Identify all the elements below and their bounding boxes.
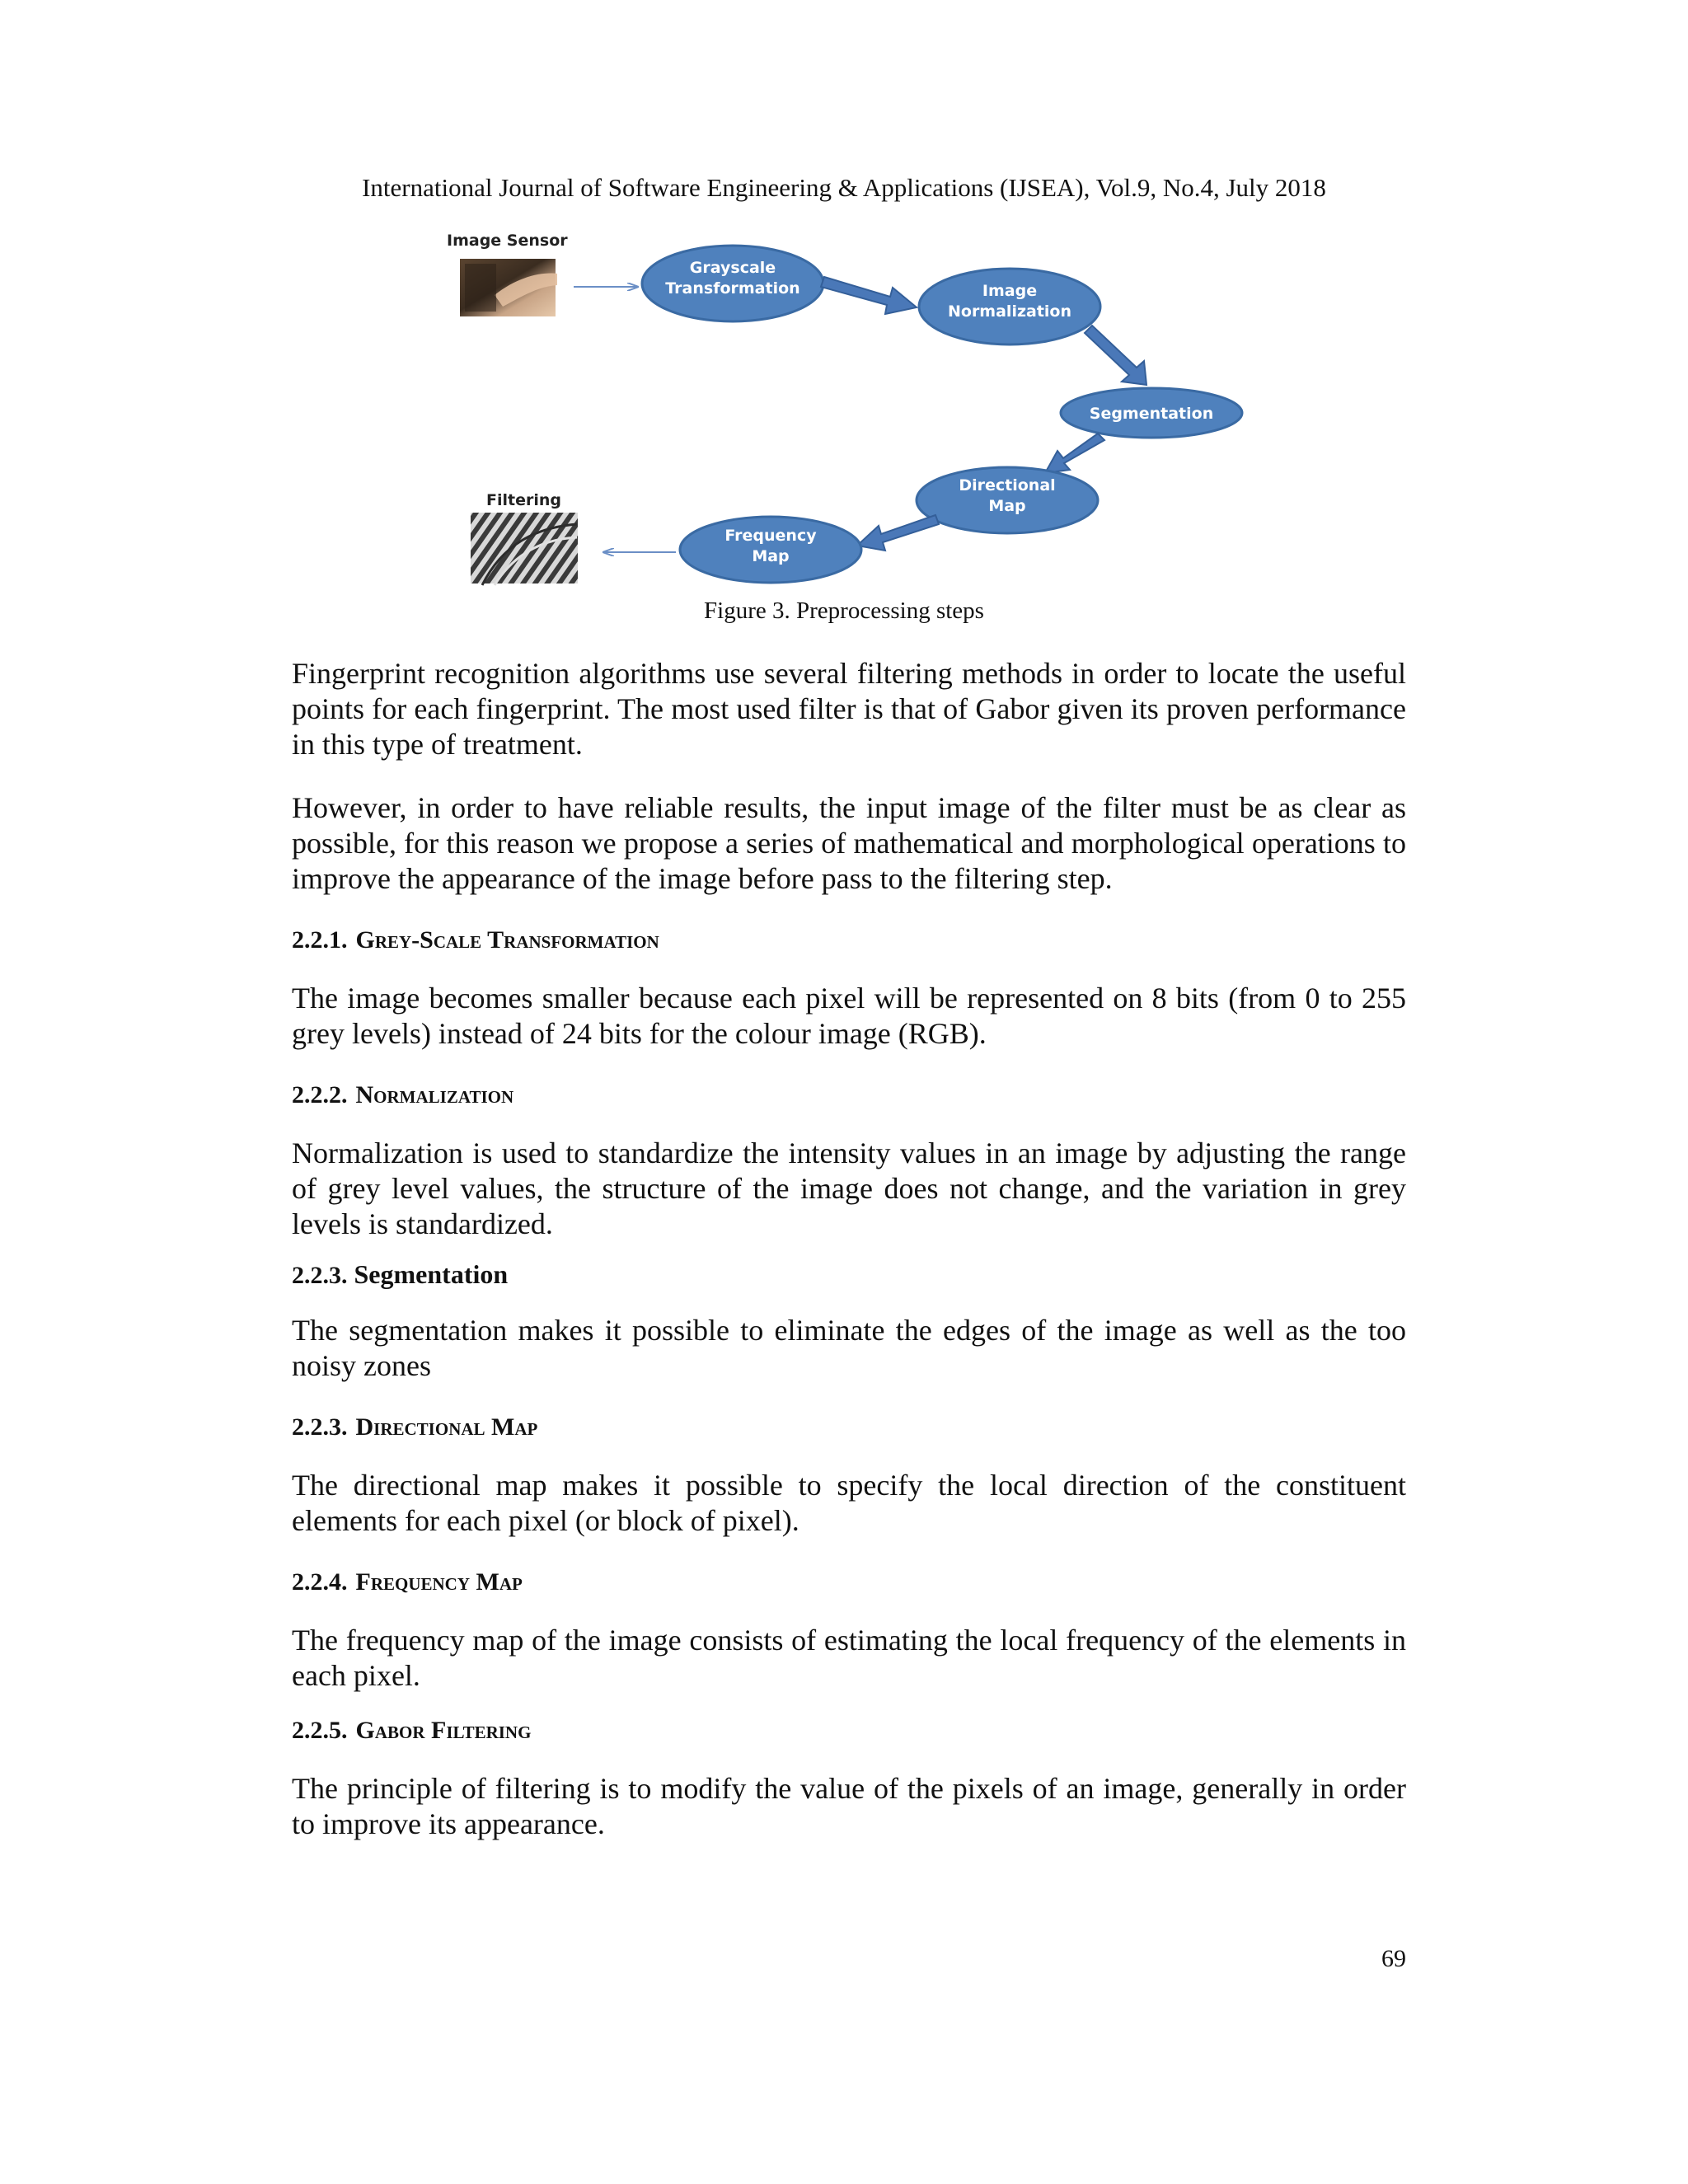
page-number: 69 — [1381, 1945, 1406, 1972]
figure-caption: Figure 3. Preprocessing steps — [704, 598, 984, 624]
section-heading-2-2-2 — [292, 1080, 1406, 1111]
section-number: 2.2.3. — [292, 1413, 348, 1441]
svg-text:Map: Map — [752, 547, 790, 565]
paragraph-1: Fingerprint recognition algorithms use several filtering methods in order to locate the useful points for each fingerprint. The most used filter is that of Gabor given its proven performance in this type of treatment. — [292, 657, 1406, 761]
section-heading-2-2-3-segmentation — [292, 1258, 1406, 1291]
sensor-photo — [460, 259, 557, 316]
paragraph-7: The frequency map of the image consists of estimating the local frequency of the elements in each pixel. — [292, 1624, 1406, 1692]
paragraph-6: The directional map makes it possible to specify the local direction of the constituent elements for each pixel (or block of pixel). — [292, 1469, 1406, 1537]
section-heading-2-2-1 — [292, 925, 1406, 956]
svg-text:Transformation: Transformation — [665, 279, 800, 298]
svg-text:Map: Map — [988, 497, 1026, 515]
section-number: 2.2.2. — [292, 1081, 348, 1108]
svg-text:Normalization: Normalization — [947, 302, 1072, 321]
body-text — [292, 656, 1406, 1870]
paragraph-8: The principle of filtering is to modify the value of the pixels of an image, generally in order to improve its appearance. — [292, 1772, 1406, 1840]
section-number: 2.2.4. — [292, 1568, 348, 1596]
paragraph-2: However, in order to have reliable results, the input image of the filter must be as clear as possible, for this reason we propose a series of mathematical and morphological operations to improve the appearance of the image before pass to the filtering step. — [292, 791, 1406, 895]
section-heading-2-2-4 — [292, 1567, 1406, 1598]
node-grayscale-transformation — [642, 246, 823, 321]
paragraph-3: The image becomes smaller because each pixel will be represented on 8 bits (from 0 to 255 grey levels) instead of 24 bits for the colour image (RGB). — [292, 982, 1406, 1050]
section-title: Normalization — [355, 1081, 514, 1108]
section-heading-2-2-5 — [292, 1715, 1406, 1746]
flow-arrow-2 — [1085, 326, 1146, 385]
flow-arrow-4 — [857, 515, 939, 551]
svg-text:Grayscale: Grayscale — [689, 259, 776, 277]
section-number: 2.2.3. — [292, 1262, 348, 1289]
paragraph-4: Normalization is used to standardize the intensity values in an image by adjusting the range of grey level values, the structure of the image does not change, and the variation in grey levels is standardized. — [292, 1137, 1406, 1240]
svg-text:Image: Image — [982, 282, 1038, 300]
svg-text:Frequency: Frequency — [724, 527, 817, 545]
section-number: 2.2.5. — [292, 1717, 348, 1744]
image-sensor-label: Image Sensor — [447, 232, 568, 250]
section-title: Segmentation — [354, 1259, 509, 1289]
section-title: Directional Map — [355, 1413, 538, 1441]
filtered-fingerprint-image — [471, 513, 578, 585]
section-title: Grey-Scale Transformation — [355, 926, 659, 954]
flow-arrow-3 — [1045, 434, 1104, 473]
node-directional-map — [917, 467, 1098, 533]
section-heading-2-2-3-directional-map — [292, 1412, 1406, 1443]
preprocessing-figure — [0, 223, 1688, 651]
svg-text:Directional: Directional — [959, 476, 1056, 494]
section-title: Gabor Filtering — [355, 1717, 532, 1744]
preprocessing-diagram — [0, 223, 1688, 651]
filtering-label: Filtering — [486, 491, 561, 509]
running-header: International Journal of Software Engineering & Applications (IJSEA), Vol.9, No.4, July 2018 — [362, 173, 1326, 202]
section-number: 2.2.1. — [292, 926, 348, 954]
node-image-normalization — [919, 269, 1100, 344]
svg-text:Segmentation: Segmentation — [1089, 405, 1214, 423]
node-segmentation — [1061, 388, 1242, 438]
node-frequency-map — [680, 517, 861, 583]
paragraph-5: The segmentation makes it possible to eliminate the edges of the image as well as the too noisy zones — [292, 1314, 1406, 1382]
section-title: Frequency Map — [355, 1568, 523, 1596]
flow-arrow-1 — [821, 277, 917, 314]
